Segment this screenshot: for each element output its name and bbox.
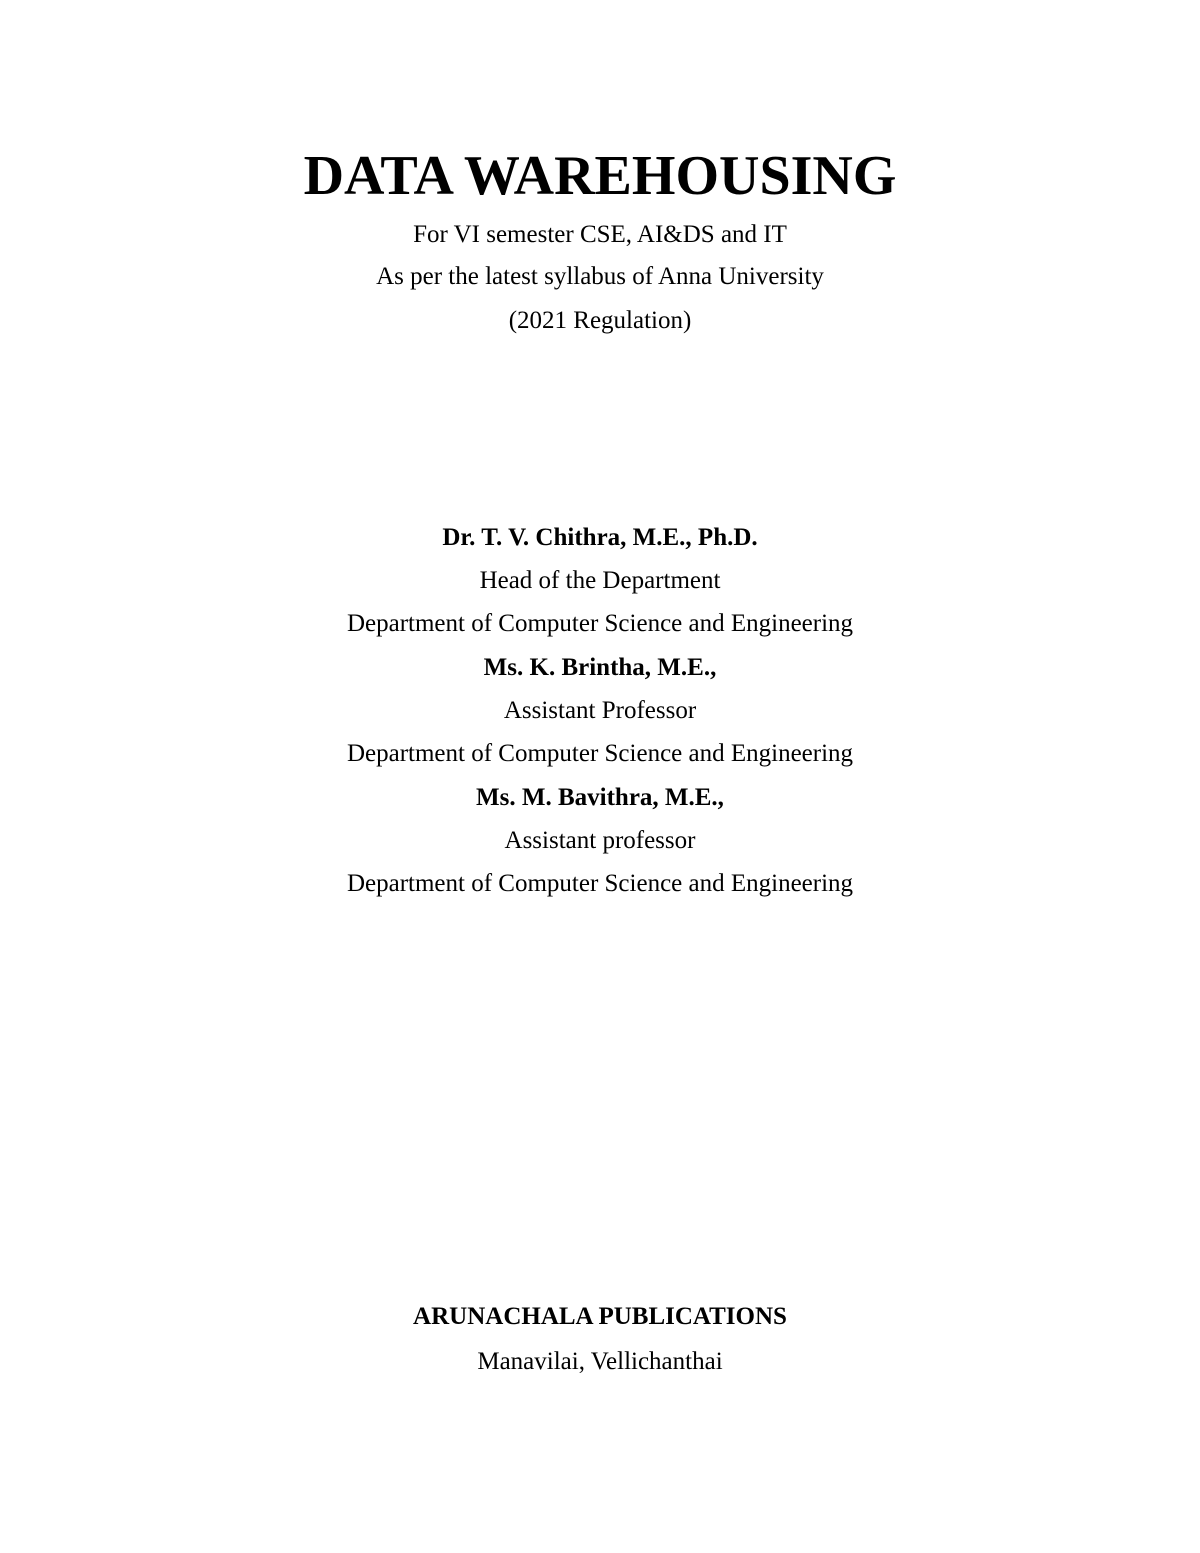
- publisher-location: Manavilai, Vellichanthai: [477, 1348, 723, 1375]
- subtitle-line-syllabus: As per the latest syllabus of Anna University: [376, 263, 824, 290]
- book-title: DATA WAREHOUSING: [303, 145, 897, 207]
- author-role-3: Assistant professor: [504, 827, 696, 854]
- author-department-3: Department of Computer Science and Engineering: [346, 870, 854, 897]
- author-name-3: Ms. M. Bavithra, M.E.,: [476, 784, 724, 811]
- author-role-2: Assistant Professor: [503, 697, 697, 724]
- publisher-name: ARUNACHALA PUBLICATIONS: [413, 1303, 787, 1330]
- author-department-2: Department of Computer Science and Engineering: [346, 740, 854, 767]
- subtitle-line-semester: For VI semester CSE, AI&DS and IT: [413, 221, 787, 248]
- author-department-1: Department of Computer Science and Engineering: [346, 610, 854, 637]
- author-name-2: Ms. K. Brintha, M.E.,: [483, 654, 717, 681]
- author-role-1: Head of the Department: [479, 567, 721, 594]
- subtitle-line-regulation: (2021 Regulation): [508, 307, 692, 334]
- author-name-1: Dr. T. V. Chithra, M.E., Ph.D.: [442, 524, 758, 551]
